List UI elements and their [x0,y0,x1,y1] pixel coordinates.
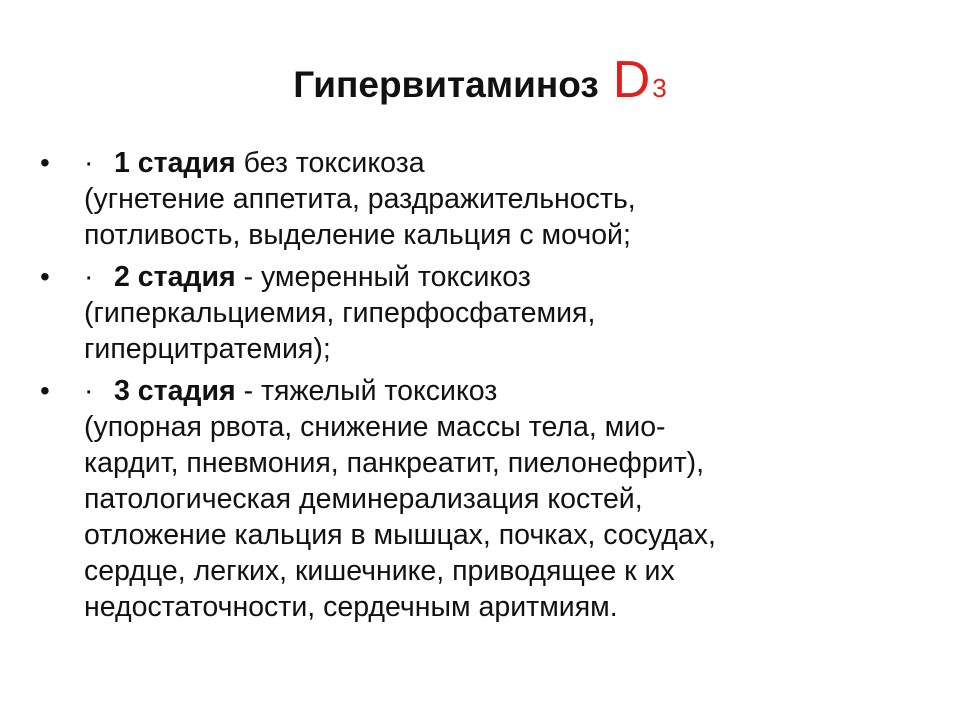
stage-description: - тяжелый токсикоз [235,375,498,407]
item-heading-line [84,145,930,181]
list-item-stage-3 [40,373,930,625]
item-detail-line: (угнетение аппетита, раздражительность, [84,183,636,215]
stage-label: 2 стадия [114,261,236,293]
item-detail-line: сердце, легких, кишечнике, приводящее к их [84,555,675,587]
lead-dot: · [84,147,94,179]
item-detail-line: кардит, пневмония, панкреатит, пиелонефрит), [84,447,705,479]
item-detail-line: недостаточности, сердечным аритмиям. [84,591,618,623]
lead-dot: · [84,375,94,407]
title-text: Гипервитаминоз [293,64,599,105]
title-vitamin-subscript: 3 [652,73,667,103]
stage-description: - умеренный токсикоз [235,261,531,293]
stage-list [40,145,930,631]
list-item-stage-2 [40,259,930,367]
slide-title [0,50,960,118]
item-detail-line: гиперцитратемия); [84,333,331,365]
item-detail-line: патологическая деминерализация костей, [84,483,643,515]
item-detail-line: потливость, выделение кальция с мочой; [84,219,631,251]
item-heading-line [84,259,930,295]
title-vitamin-letter: D [612,51,651,109]
stage-label: 1 стадия [114,147,236,179]
bullet-icon: • [40,261,50,292]
item-detail-line: отложение кальция в мышцах, почках, сосудах, [84,519,716,551]
stage-label: 3 стадия [114,375,236,407]
lead-dot: · [84,261,94,293]
bullet-icon: • [40,375,50,406]
item-detail-line: (гиперкальциемия, гиперфосфатемия, [84,297,596,329]
stage-description: без токсикоза [235,147,425,179]
item-heading-line [84,373,930,409]
list-item-stage-1 [40,145,930,253]
bullet-icon: • [40,147,50,178]
item-detail-line: (упорная рвота, снижение массы тела, мио- [84,411,666,443]
